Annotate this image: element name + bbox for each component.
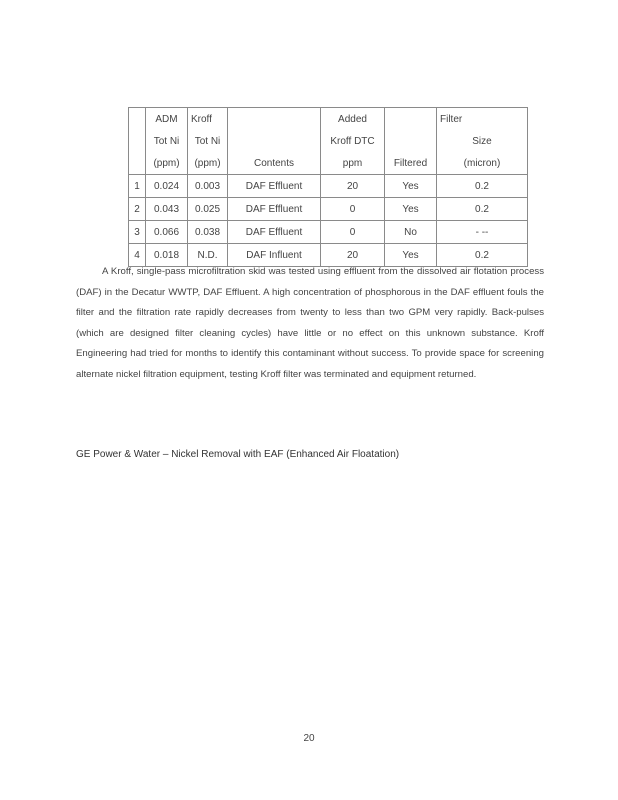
- table-row: [129, 175, 528, 198]
- page-number: 20: [303, 733, 315, 744]
- body-paragraph: A Kroff, single-pass microfiltration skid was tested using effluent from the dissolved air flotation process (DAF) in the Decatur WWTP, DAF Effluent. A high concentration of phosphorous in the DAF effluent fouls the filter and the filtration rate rapidly decreases from twenty to less than two GPM very rapidly. Back-pulses (which are designed filter cleaning cycles) have little or no effect on this unknown substance. Kroff Engineering had tried for months to identify this contaminant without success. To provide space for screening alternate nickel filtration equipment, testing Kroff filter was terminated and equipment returned.: [76, 266, 544, 380]
- table-cell: 20: [321, 244, 385, 267]
- header-cell: [228, 130, 321, 152]
- header-cell: ADM: [146, 108, 188, 131]
- table-cell: DAF Effluent: [228, 221, 321, 244]
- table-cell: No: [385, 221, 437, 244]
- header-cell: Kroff: [188, 108, 228, 131]
- header-cell: Tot Ni: [188, 130, 228, 152]
- table-cell: 4: [129, 244, 146, 267]
- table-header-row: [129, 108, 528, 131]
- table-cell: 2: [129, 198, 146, 221]
- table-cell: 0.2: [437, 198, 528, 221]
- table-header-row: [129, 130, 528, 152]
- section-heading: GE Power & Water – Nickel Removal with EAF (Enhanced Air Floatation): [76, 449, 400, 460]
- table-cell: 0.066: [146, 221, 188, 244]
- header-cell: Contents: [228, 152, 321, 175]
- header-cell: Filter: [437, 108, 528, 131]
- header-cell: (ppm): [146, 152, 188, 175]
- table-cell: Yes: [385, 244, 437, 267]
- table-cell: 20: [321, 175, 385, 198]
- table-cell: 0.003: [188, 175, 228, 198]
- table-row: [129, 198, 528, 221]
- header-cell: Kroff DTC: [321, 130, 385, 152]
- table-cell: 0.2: [437, 175, 528, 198]
- header-cell: Added: [321, 108, 385, 131]
- table-cell: 0.2: [437, 244, 528, 267]
- header-cell: Tot Ni: [146, 130, 188, 152]
- nickel-test-table: [128, 107, 528, 267]
- table-cell: 0: [321, 198, 385, 221]
- header-cell: ppm: [321, 152, 385, 175]
- header-cell: [385, 130, 437, 152]
- header-cell: [385, 108, 437, 131]
- table-cell: N.D.: [188, 244, 228, 267]
- header-cell: [129, 152, 146, 175]
- header-cell: Filtered: [385, 152, 437, 175]
- header-cell: [228, 108, 321, 131]
- table-cell: - --: [437, 221, 528, 244]
- table-cell: 1: [129, 175, 146, 198]
- table-cell: Yes: [385, 198, 437, 221]
- table-cell: DAF Influent: [228, 244, 321, 267]
- table-cell: 0.043: [146, 198, 188, 221]
- header-cell: Size: [437, 130, 528, 152]
- header-cell: [129, 108, 146, 131]
- table-cell: DAF Effluent: [228, 175, 321, 198]
- table-cell: 0: [321, 221, 385, 244]
- header-cell: (ppm): [188, 152, 228, 175]
- table-cell: 3: [129, 221, 146, 244]
- table-cell: 0.024: [146, 175, 188, 198]
- table-cell: 0.025: [188, 198, 228, 221]
- table-row: [129, 221, 528, 244]
- header-cell: (micron): [437, 152, 528, 175]
- table-cell: DAF Effluent: [228, 198, 321, 221]
- header-cell: [129, 130, 146, 152]
- table-cell: 0.038: [188, 221, 228, 244]
- table-cell: 0.018: [146, 244, 188, 267]
- table-cell: Yes: [385, 175, 437, 198]
- table-header-row: [129, 152, 528, 175]
